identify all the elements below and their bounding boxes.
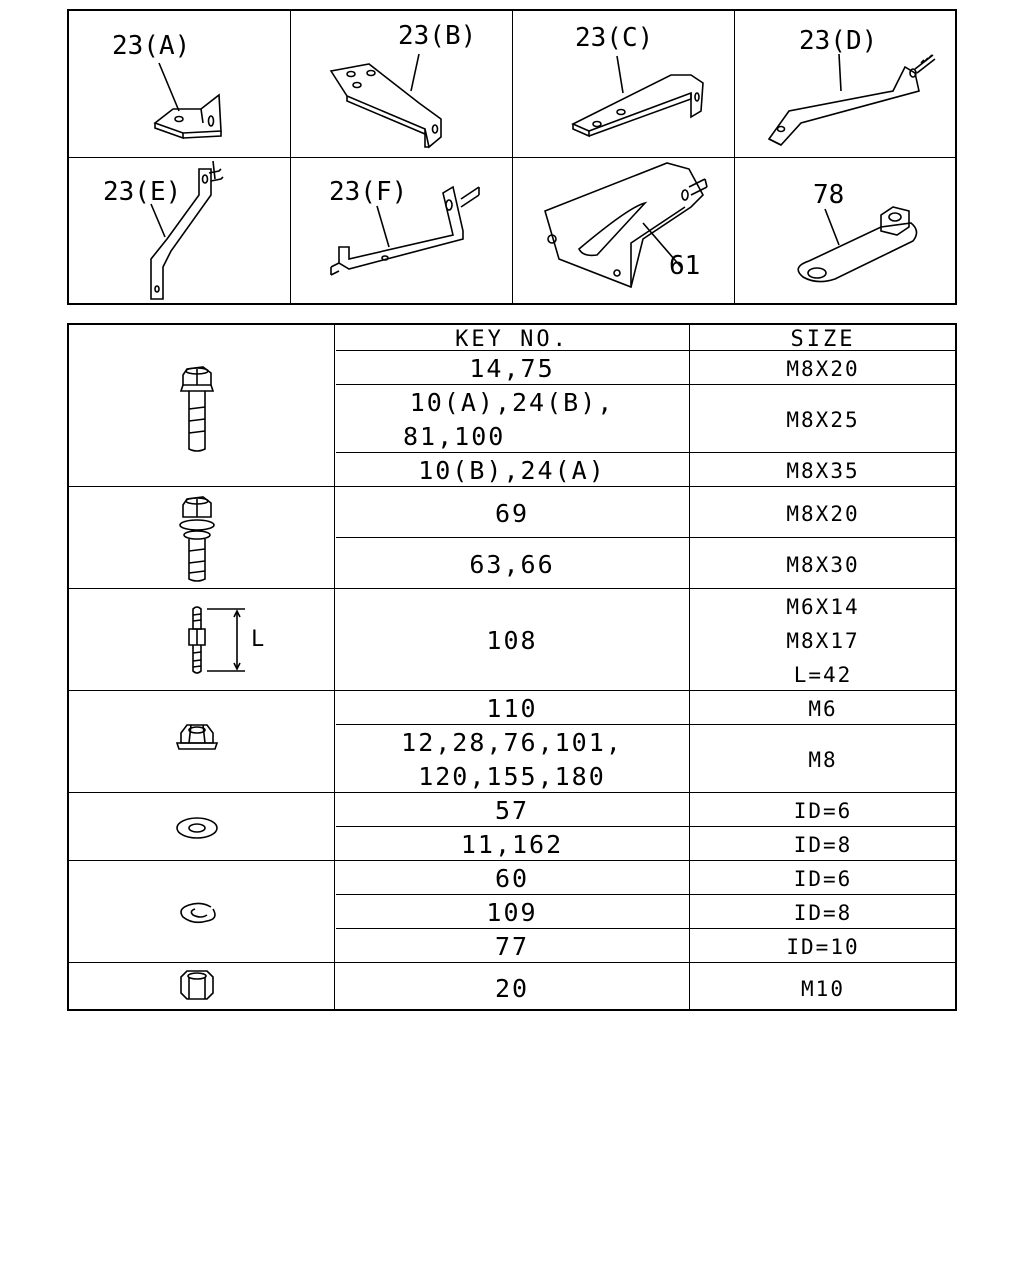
row-size: M8X20: [786, 502, 860, 526]
bracket-78-drawing: [798, 207, 916, 282]
row-size: M10: [801, 977, 845, 1001]
table-divider: [336, 724, 955, 725]
row-key: 14,75: [469, 354, 555, 383]
row-key: 77: [494, 932, 530, 961]
part-label-23a: 23(A): [112, 31, 191, 61]
bracket-23d-drawing: [769, 54, 935, 145]
row-key: 69: [494, 499, 530, 528]
row-size: M6X14: [786, 595, 860, 619]
row-size: ID=8: [793, 901, 853, 925]
row-key: 12,28,76,101,: [401, 728, 623, 757]
header-key-no: KEY NO.: [455, 327, 569, 352]
row-key: 109: [486, 898, 538, 927]
row-size: M8X35: [786, 459, 860, 483]
table-divider: [336, 384, 955, 385]
bracket-parts-grid: [67, 9, 957, 305]
row-key: 108: [486, 626, 538, 655]
row-key: 81,100: [403, 422, 506, 451]
row-size: L=42: [793, 663, 853, 687]
row-key: 20: [494, 974, 530, 1003]
row-key: 11,162: [460, 830, 564, 859]
header-size: SIZE: [790, 327, 856, 352]
row-key: 10(A),24(B),: [409, 388, 615, 417]
bracket-23a-drawing: [155, 63, 221, 138]
bracket-23b-drawing: [331, 54, 441, 147]
row-size: M8X20: [786, 357, 860, 381]
part-label-23d: 23(D): [799, 26, 878, 56]
part-label-23b: 23(B): [398, 21, 477, 51]
row-key: 63,66: [469, 550, 555, 579]
bracket-23c-drawing: [573, 56, 703, 136]
row-key: 60: [494, 864, 530, 893]
table-divider: [336, 537, 955, 538]
part-label-23c: 23(C): [575, 23, 654, 53]
part-label-23e: 23(E): [103, 177, 182, 207]
table-divider: [336, 928, 955, 929]
row-size: ID=10: [786, 935, 860, 959]
table-divider: [336, 452, 955, 453]
row-size: M8: [808, 748, 838, 772]
part-label-23f: 23(F): [329, 177, 408, 207]
flange-nut-icon: [177, 725, 217, 749]
row-size: ID=6: [793, 799, 853, 823]
row-size: M6: [808, 697, 838, 721]
bolt-with-washer-icon: [180, 497, 214, 581]
hex-nut-icon: [181, 971, 213, 999]
part-label-61: 61: [669, 251, 701, 281]
table-divider: [336, 826, 955, 827]
fastener-table: [67, 323, 957, 1011]
row-size: M8X25: [786, 408, 860, 432]
part-label-78: 78: [813, 180, 845, 210]
table-divider: [336, 894, 955, 895]
row-key: 57: [494, 796, 530, 825]
stud-length-label: L: [251, 627, 265, 652]
row-size: M8X17: [786, 629, 860, 653]
fastener-icons: [69, 325, 334, 1011]
row-key: 120,155,180: [418, 762, 606, 791]
row-size: ID=6: [793, 867, 853, 891]
row-key: 10(B),24(A): [418, 456, 606, 485]
flange-bolt-icon: [181, 367, 213, 451]
stud-bolt-icon: [189, 607, 245, 673]
row-size: M8X30: [786, 553, 860, 577]
snap-ring-icon: [181, 903, 215, 922]
row-key: 110: [486, 694, 538, 723]
flat-washer-icon: [177, 818, 217, 838]
row-size: ID=8: [793, 833, 853, 857]
